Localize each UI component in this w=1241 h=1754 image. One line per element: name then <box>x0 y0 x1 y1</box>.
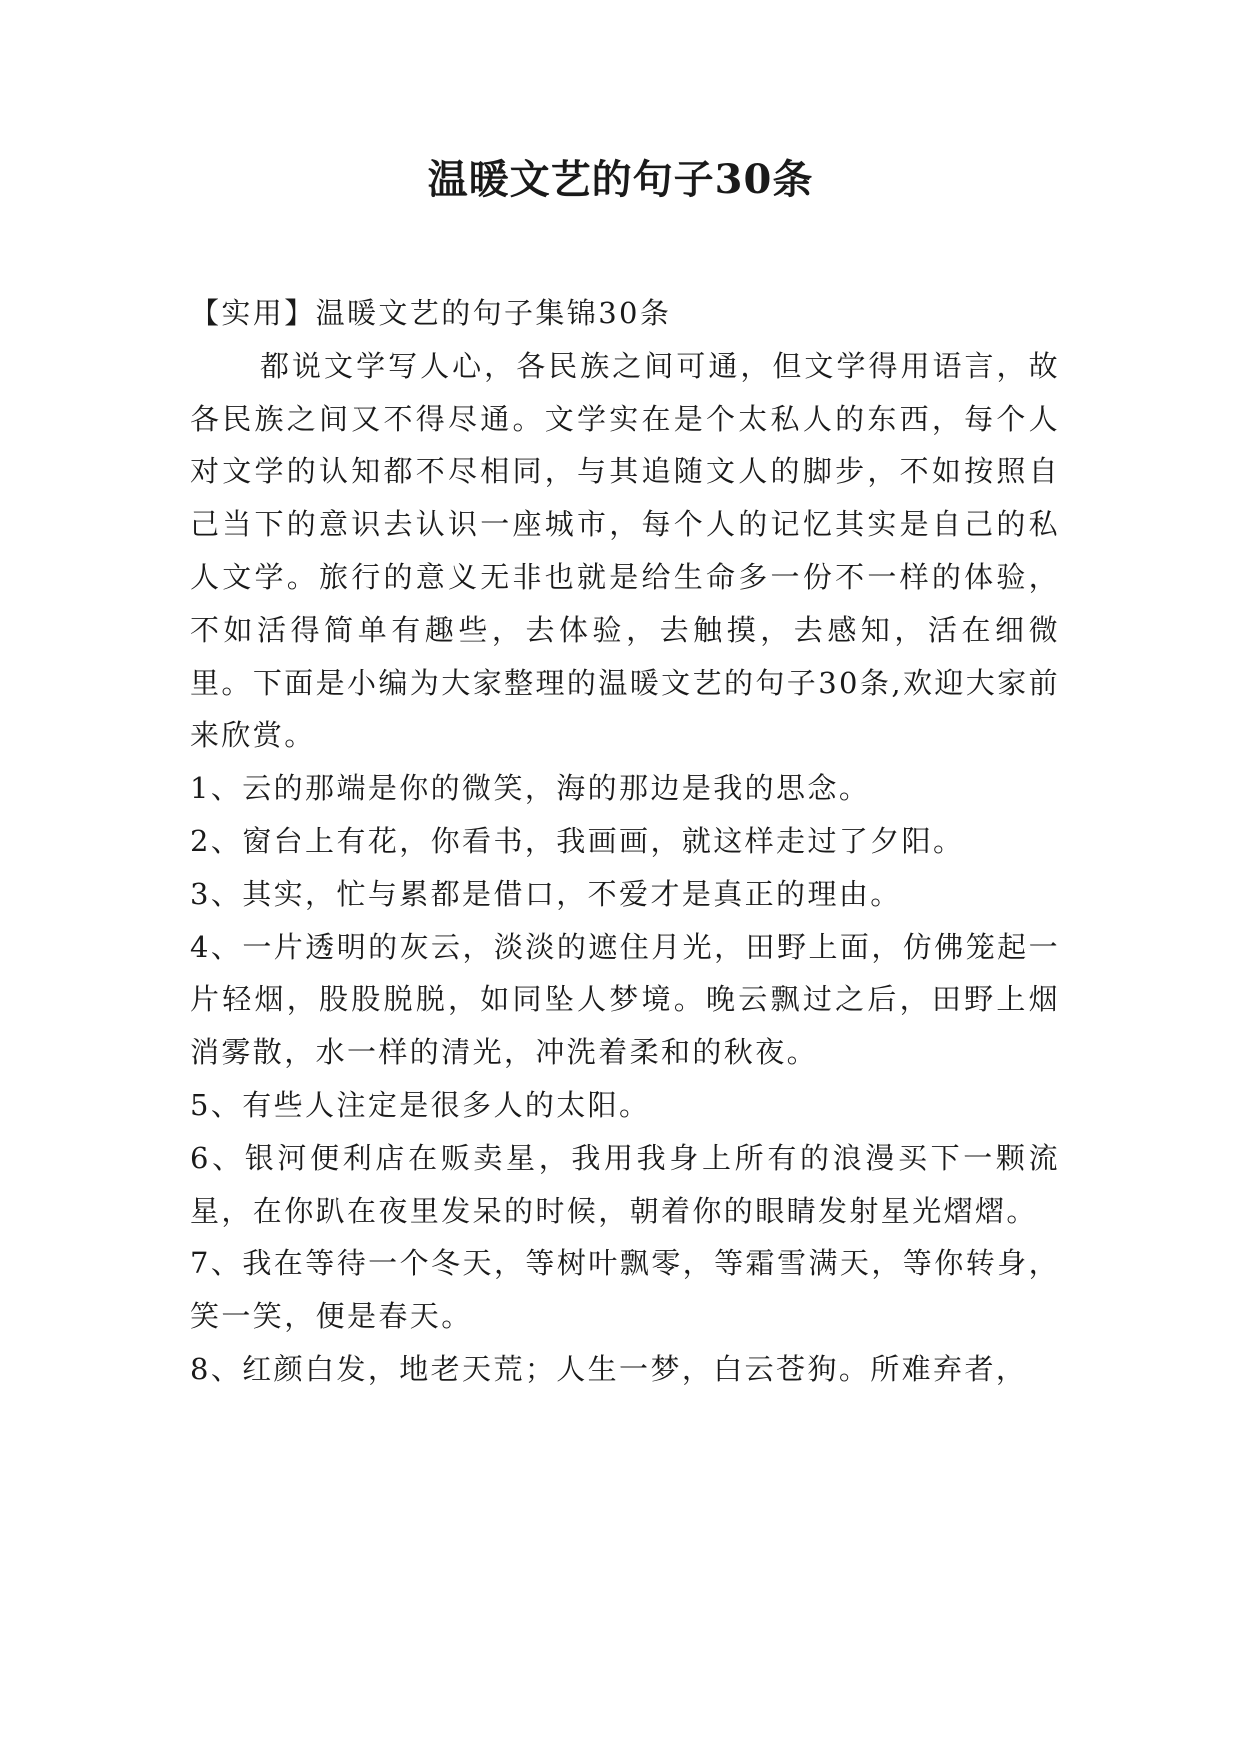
list-item: 6、银河便利店在贩卖星，我用我身上所有的浪漫买下一颗流星，在你趴在夜里发呆的时候，朝着你的眼睛发射星光熠熠。 <box>190 1140 1060 1228</box>
list-item: 3、其实，忙与累都是借口，不爱才是真正的理由。 <box>190 876 902 911</box>
list-item: 7、我在等待一个冬天，等树叶飘零，等霜雪满天，等你转身，笑一笑，便是春天。 <box>190 1246 1060 1334</box>
list-item: 8、红颜白发，地老天荒；人生一梦，白云苍狗。所难弃者， <box>190 1351 1028 1386</box>
list-item: 5、有些人注定是很多人的太阳。 <box>190 1087 651 1122</box>
list-item: 1、云的那端是你的微笑，海的那边是我的思念。 <box>190 771 871 806</box>
document-body <box>190 287 1060 1396</box>
document-subtitle: 【实用】温暖文艺的句子集锦30条 <box>190 296 672 330</box>
intro-paragraph: 都说文学写人心，各民族之间可通，但文学得用语言，故各民族之间又不得尽通。文学实在是个太私人的东西，每个人对文学的认知都不尽相同，与其追随文人的脚步，不如按照自己当下的意识去认识一座城市，每个人的记忆其实是自己的私人文学。旅行的意义无非也就是给生命多一份不一样的体验，不如活得简单有趣些，去体验，去触摸，去感知，活在细微里。下面是小编为大家整理的温暖文艺的句子30条,欢迎大家前来欣赏。 <box>190 348 1060 753</box>
list-item: 2、窗台上有花，你看书，我画画，就这样走过了夕阳。 <box>190 823 965 858</box>
list-item: 4、一片透明的灰云，淡淡的遮住月光，田野上面，仿佛笼起一片轻烟，股股脱脱，如同坠人梦境。晚云飘过之后，田野上烟消雾散，水一样的清光，冲洗着柔和的秋夜。 <box>190 929 1060 1070</box>
document-title: 温暖文艺的句子30条 <box>427 156 814 203</box>
